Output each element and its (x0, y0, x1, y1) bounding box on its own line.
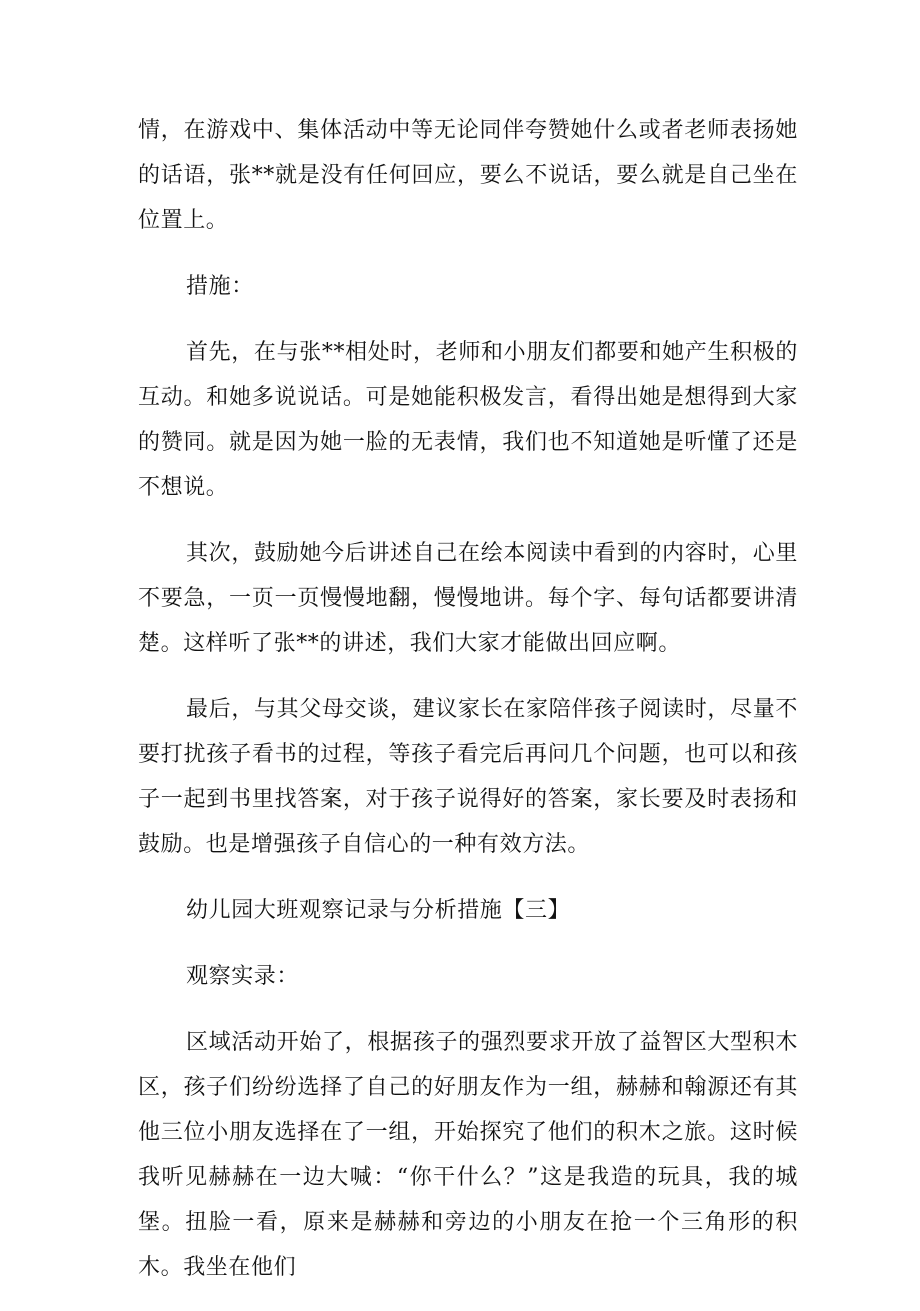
paragraph-continued-observation: 情，在游戏中、集体活动中等无论同伴夸赞她什么或者老师表扬她的话语，张**就是没有任何回应，要么不说话，要么就是自己坐在位置上。 (138, 118, 798, 233)
paragraph-observation-heading: 观察实录： (186, 964, 300, 989)
paragraph-observation-record: 区域活动开始了，根据孩子的强烈要求开放了益智区大型积木区，孩子们纷纷选择了自己的好朋友作为一组，赫赫和翰源还有其他三位小朋友选择在了一组，开始探究了他们的积木之旅。这时候我听见赫赫在一边大喊：“你干什么？”这是我造的玩具，我的城堡。扭脸一看，原来是赫赫和旁边的小朋友在抢一个三角形的积木。我坐在他们 (138, 1030, 798, 1280)
paragraph-measure-last: 最后，与其父母交谈，建议家长在家陪伴孩子阅读时，尽量不要打扰孩子看书的过程，等孩子看完后再问几个问题，也可以和孩子一起到书里找答案，对于孩子说得好的答案，家长要及时表扬和鼓励。也是增强孩子自信心的一种有效方法。 (138, 697, 798, 857)
paragraph-measure-second: 其次，鼓励她今后讲述自己在绘本阅读中看到的内容时，心里不要急，一页一页慢慢地翻，慢慢地讲。每个字、每句话都要讲清楚。这样听了张**的讲述，我们大家才能做出回应啊。 (138, 541, 798, 656)
document-body (138, 108, 798, 1311)
section-title-part-three: 幼儿园大班观察记录与分析措施【三】 (186, 898, 571, 923)
paragraph-measure-first: 首先，在与张**相处时，老师和小朋友们都要和她产生积极的互动。和她多说说话。可是她能积极发言，看得出她是想得到大家的赞同。就是因为她一脸的无表情，我们也不知道她是听懂了还是不想说。 (138, 340, 798, 500)
paragraph-measures-heading: 措施： (186, 274, 254, 299)
